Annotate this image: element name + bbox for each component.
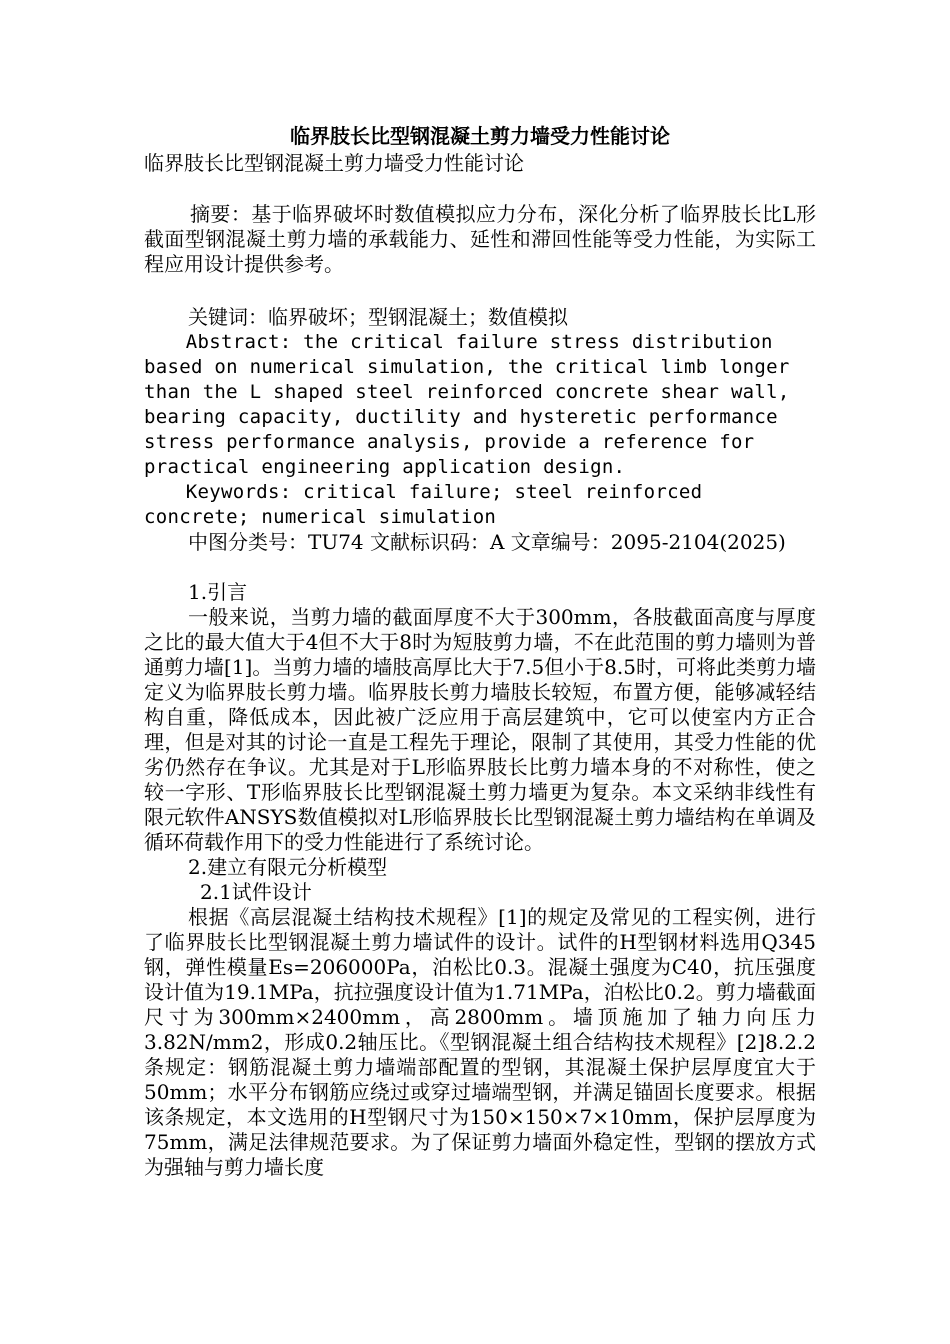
abstract-en: Abstract: the critical failure stress distribution based on numerical simulation, the critical limb longer than the L shaped steel reinforced concrete shear wall, bearing capacity, ductility and hysteretic performance stress performance analysis, provide a reference for practical engineering application design. (144, 331, 802, 478)
keywords-en: Keywords: critical failure; steel reinforced concrete; numerical simulation (144, 481, 715, 528)
classification-info: 中图分类号：TU74 文献标识码：A 文章编号：2095-2104(2025) (188, 530, 786, 554)
section-2-1-paragraph: 根据《高层混凝土结构技术规程》[1]的规定及常见的工程实例，进行了临界肢长比型钢混凝土剪力墙试件的设计。试件的H型钢材料选用Q345钢，弹性模量Es=206000Pa，泊松比0.3。混凝土强度为C40，抗压强度设计值为19.1MPa，抗拉强度设计值为1.71MPa，泊松比0.2。剪力墙截面尺寸为300mm×2400mm，高2800mm。墙顶施加了轴力向压力3.82N/mm2，形成0.2轴压比。《型钢混凝土组合结构技术规程》[2]8.2.2条规定：钢筋混凝土剪力墙端部配置的型钢，其混凝土保护层厚度宜大于50mm；水平分布钢筋应绕过或穿过墙端型钢，并满足锚固长度要求。根据该条规定，本文选用的H型钢尺寸为150×150×7×10mm，保护层厚度为75mm，满足法律规范要求。为了保证剪力墙面外稳定性，型钢的摆放方式为强轴与剪力墙长度 (144, 905, 816, 1179)
spacer (144, 555, 816, 580)
section-1-paragraph: 一般来说，当剪力墙的截面厚度不大于300mm，各肢截面高度与厚度之比的最大值大于4但不大于8时为短肢剪力墙，不在此范围的剪力墙则为普通剪力墙[1]。当剪力墙的墙肢高厚比大于7.5但小于8.5时，可将此类剪力墙定义为临界肢长剪力墙。临界肢长剪力墙肢长较短，布置方便，能够减轻结构自重，降低成本，因此被广泛应用于高层建筑中，它可以使室内方正合理，但是对其的讨论一直是工程先于理论，限制了其使用，其受力性能的优劣仍然存在争议。尤其是对于L形临界肢长比剪力墙本身的不对称性，使之较一字形、T形临界肢长比型钢混凝土剪力墙更为复杂。本文采纳非线性有限元软件ANSYS数值模拟对L形临界肢长比型钢混凝土剪力墙结构在单调及循环荷载作用下的受力性能进行了系统讨论。 (144, 605, 816, 854)
document-subtitle: 临界肢长比型钢混凝土剪力墙受力性能讨论 (144, 151, 524, 175)
section-1-heading: 1.引言 (188, 580, 248, 604)
keywords-cn: 关键词：临界破坏；型钢混凝土；数值模拟 (188, 305, 568, 329)
section-2-1-heading: 2.1试件设计 (200, 880, 312, 904)
document-title: 临界肢长比型钢混凝土剪力墙受力性能讨论 (290, 124, 670, 148)
abstract-cn: 摘要：基于临界破坏时数值模拟应力分布，深化分析了临界肢长比L形截面型钢混凝土剪力墙的承载能力、延性和滞回性能等受力性能，为实际工程应用设计提供参考。 (144, 202, 816, 276)
document-page (144, 122, 816, 1180)
section-2-heading: 2.建立有限元分析模型 (188, 855, 388, 879)
